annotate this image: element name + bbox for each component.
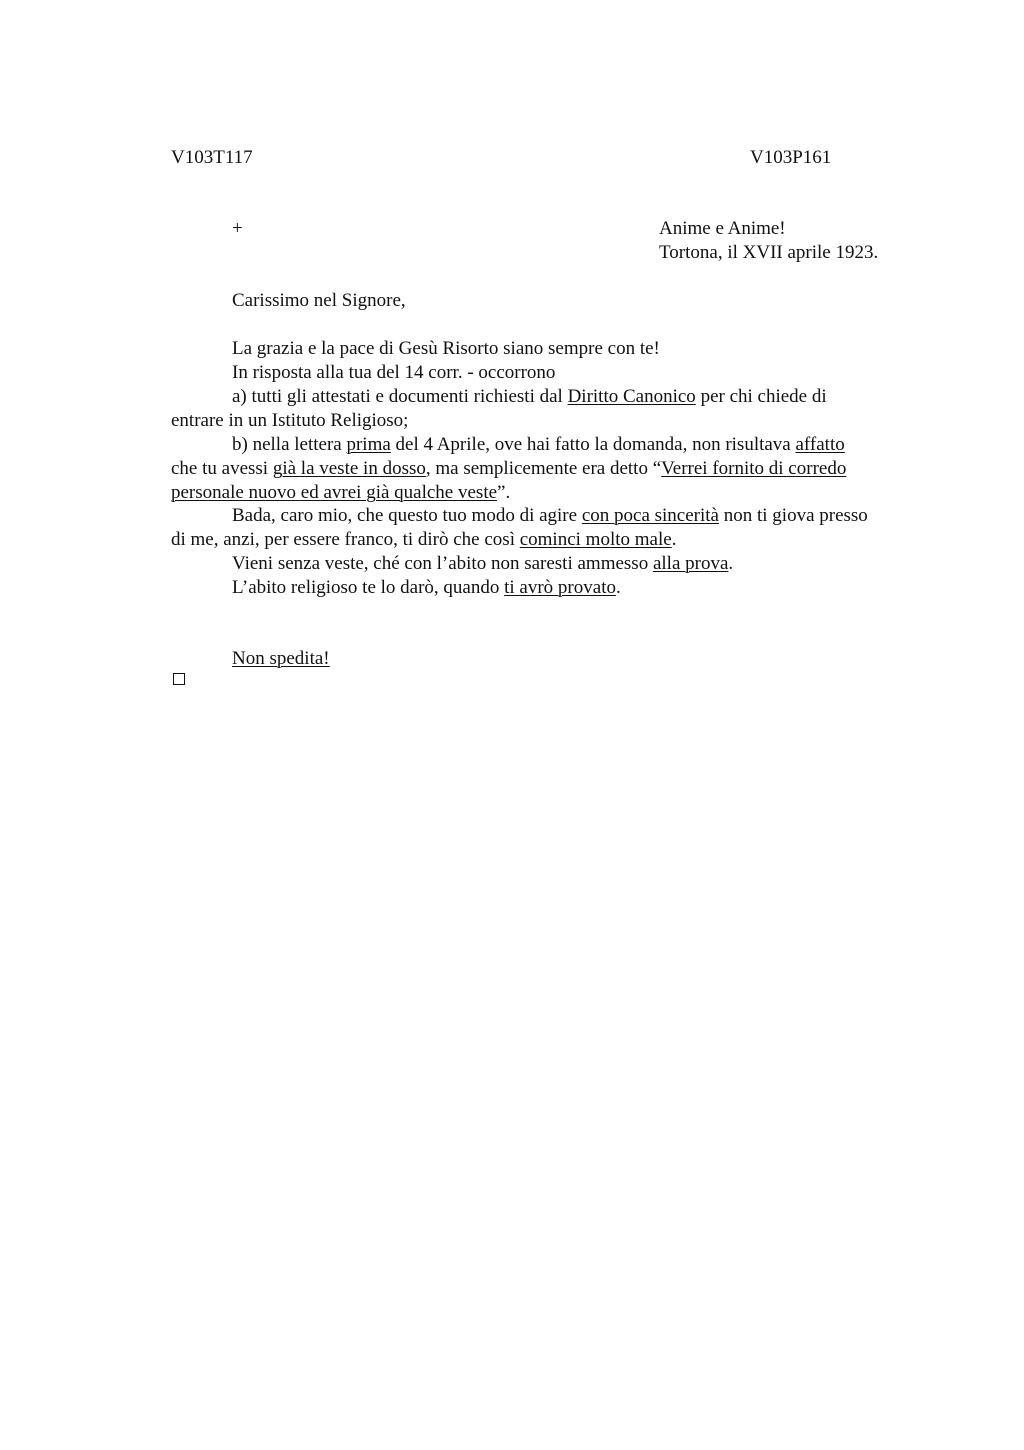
underlined-text: cominci molto male	[519, 529, 672, 550]
text-run: , ma semplicemente era detto “	[425, 458, 662, 479]
text-run: a) tutti gli attestati e documenti richiesti dal	[232, 386, 568, 407]
text-run: ”.	[497, 482, 511, 503]
underlined-text: Diritto Canonico	[567, 386, 696, 407]
underlined-text: personale nuovo ed avrei già qualche veste	[171, 482, 498, 503]
text-run: b) nella lettera	[232, 434, 347, 455]
doc-code-right: V103P161	[750, 147, 832, 168]
vieni-line	[232, 552, 733, 576]
text-run: .	[615, 577, 621, 598]
underlined-text: prima	[346, 434, 391, 455]
item-b-line	[232, 433, 845, 457]
place-date: Tortona, il XVII aprile 1923.	[659, 242, 879, 263]
greeting-line: La grazia e la pace di Gesù Risorto siano sempre con te!	[232, 338, 660, 359]
underlined-text: Verrei fornito di corredo	[661, 458, 847, 479]
motto: Anime e Anime!	[659, 218, 786, 239]
item-b-quote-end	[171, 481, 510, 505]
doc-code-left: V103T117	[171, 147, 253, 168]
text-run: che tu avessi	[171, 458, 273, 479]
reply-intro-line: In risposta alla tua del 14 corr. - occorrono	[232, 362, 556, 383]
underlined-text: alla prova	[652, 553, 729, 574]
text-run: per chi chiede di	[695, 386, 827, 407]
text-run: di me, anzi, per essere franco, ti dirò che così	[171, 529, 520, 550]
item-a-continuation: entrare in un Istituto Religioso;	[171, 410, 409, 431]
underlined-text: affatto	[795, 434, 845, 455]
underlined-text: già la veste in dosso	[272, 458, 426, 479]
underlined-text: ti avrò provato	[504, 577, 616, 598]
text-run: L’abito religioso te lo darò, quando	[232, 577, 505, 598]
note-not-sent: Non spedita!	[232, 648, 330, 669]
salutation: Carissimo nel Signore,	[232, 290, 406, 311]
item-b-continuation	[171, 457, 846, 481]
bada-continuation	[171, 528, 676, 552]
text-run: Vieni senza veste, ché con l’abito non saresti ammesso	[232, 553, 653, 574]
checkbox-icon	[173, 673, 185, 685]
abito-line	[232, 576, 621, 600]
text-run: non ti giova presso	[718, 505, 868, 526]
cross-symbol: +	[232, 218, 243, 239]
text-run: del 4 Aprile, ove hai fatto la domanda, non risultava	[390, 434, 796, 455]
text-run: Bada, caro mio, che questo tuo modo di agire	[232, 505, 582, 526]
item-a-line	[232, 385, 827, 409]
underlined-text: con poca sincerità	[581, 505, 719, 526]
text-run: .	[671, 529, 677, 550]
text-run: .	[728, 553, 734, 574]
bada-line	[232, 504, 868, 528]
